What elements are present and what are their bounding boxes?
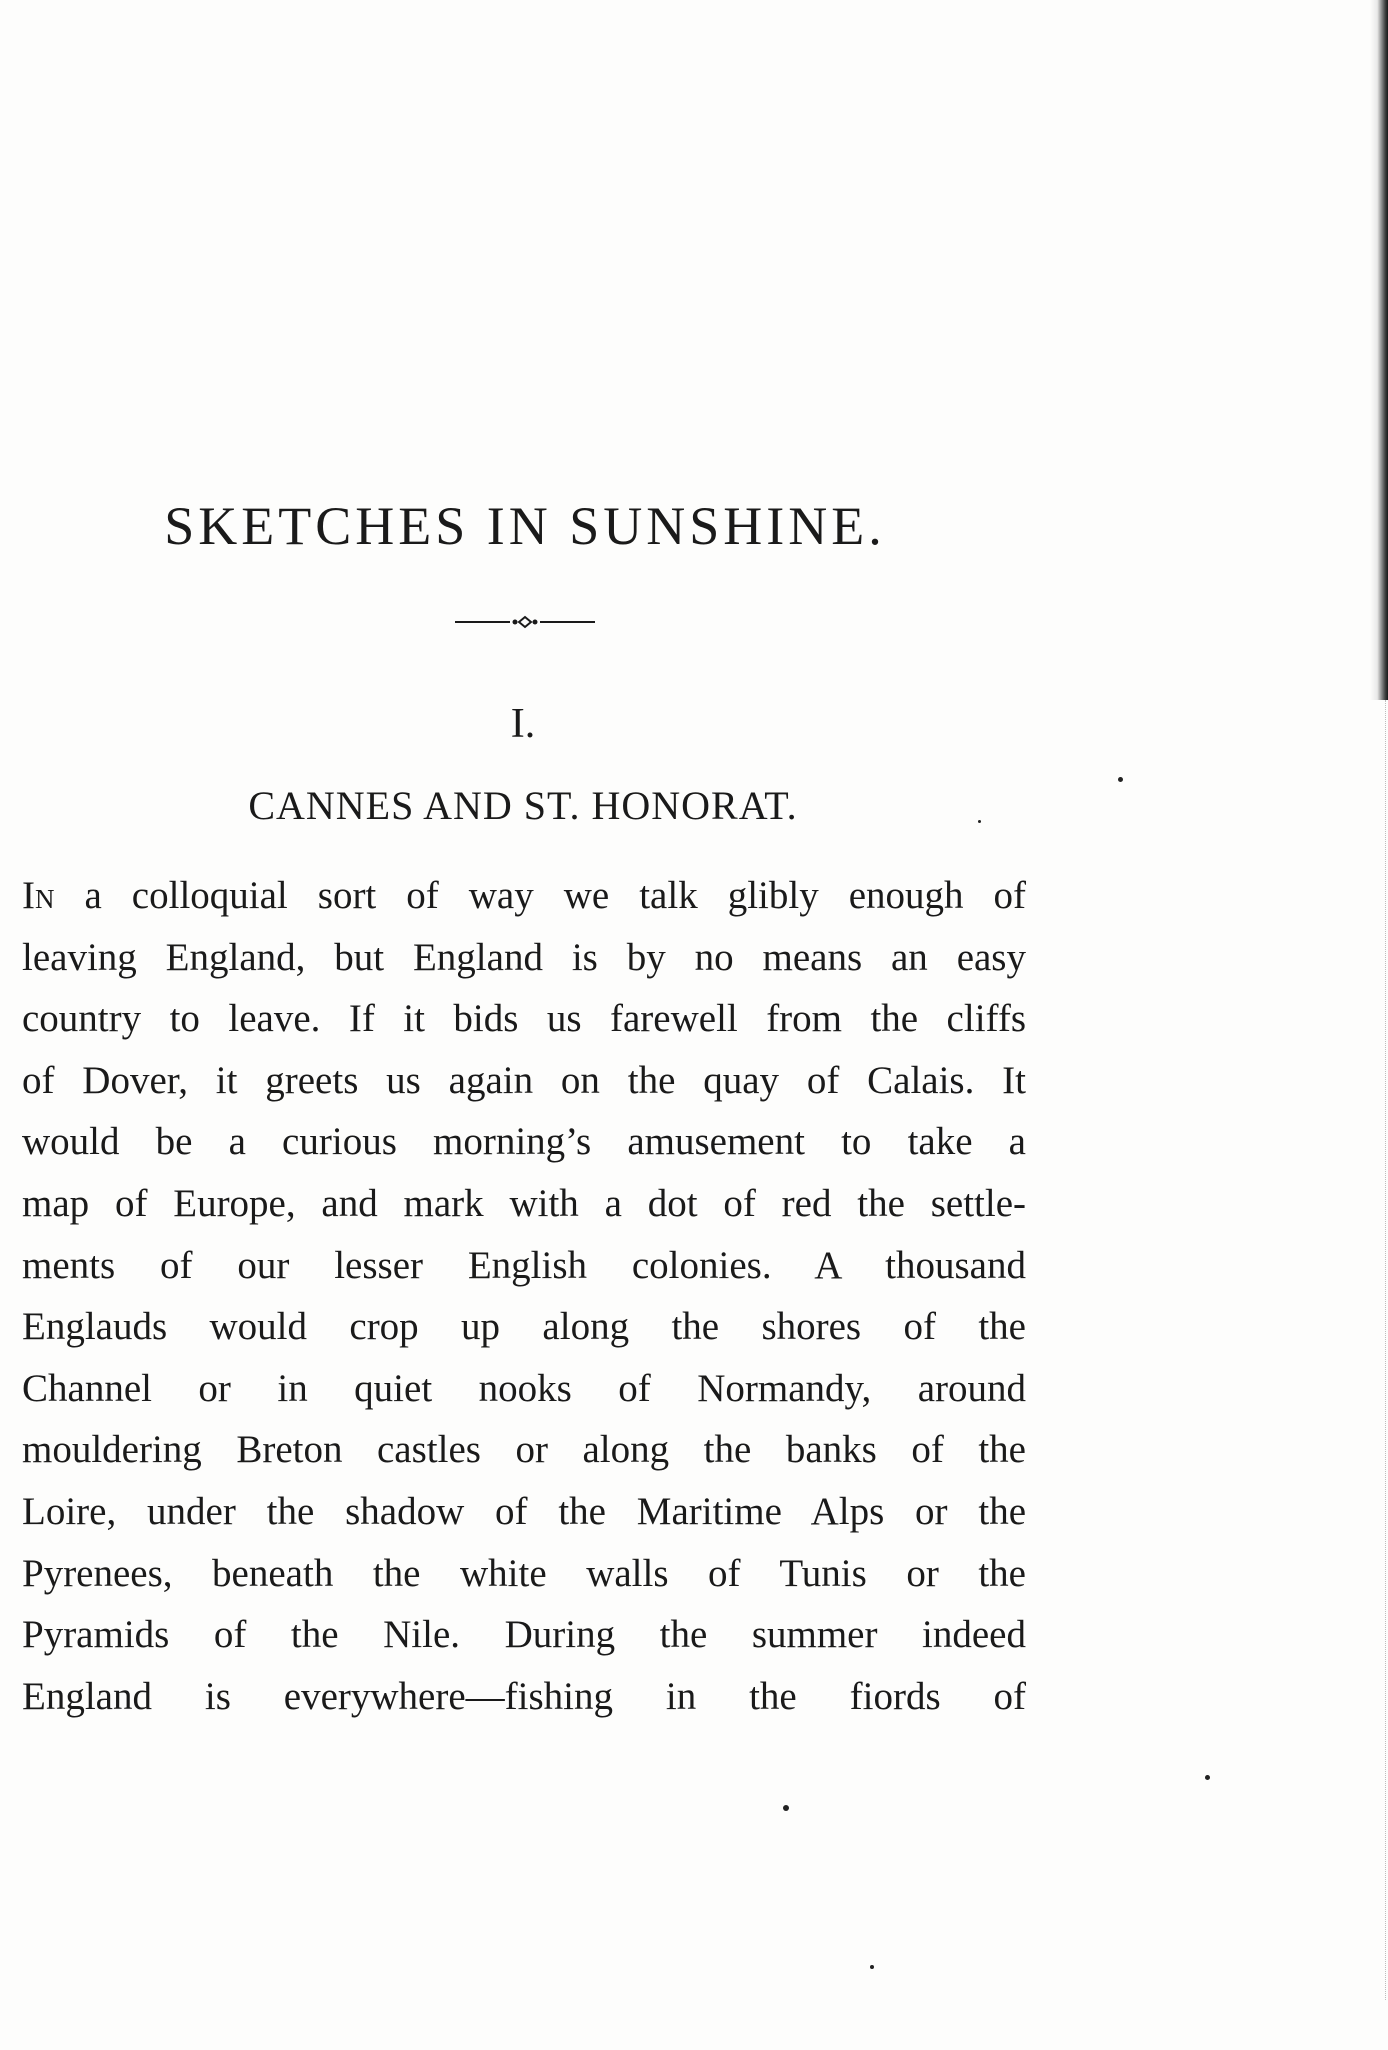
body-text [22, 865, 1026, 1727]
chapter-title: CANNES AND ST. HONORAT. [248, 783, 798, 828]
body-line-11: Loire, under the shadow of the Maritime Alps or the [22, 1489, 1026, 1533]
body-line-1-text: a colloquial sort of way we talk glibly enough of [54, 874, 1026, 917]
print-speck [870, 1965, 874, 1969]
body-line-5: would be a curious morning’s amusement to take a [22, 1120, 1026, 1164]
body-line-13: Pyramids of the Nile. During the summer indeed [22, 1613, 1026, 1657]
body-line-2: leaving England, but England is by no means an easy [22, 935, 1026, 979]
page-edge-shadow [1370, 0, 1388, 700]
print-speck [783, 1805, 789, 1811]
body-line-12: Pyrenees, beneath the white walls of Tunis or the [22, 1551, 1026, 1595]
body-line-6: map of Europe, and mark with a dot of red the settle- [22, 1181, 1026, 1225]
first-word-small-caps: In [22, 874, 55, 917]
body-line-7: ments of our lesser English colonies. A thousand [22, 1243, 1026, 1287]
print-speck [978, 820, 981, 823]
body-line-8: Englauds would crop up along the shores of the [22, 1305, 1026, 1349]
body-line-9: Channel or in quiet nooks of Normandy, around [22, 1366, 1026, 1410]
title-ornament [455, 614, 595, 630]
print-speck [1205, 1775, 1210, 1780]
print-speck [1118, 777, 1123, 782]
body-line-14: England is everywhere—fishing in the fiords of [22, 1674, 1026, 1718]
chapter-number: I. [510, 701, 536, 747]
body-line-10: mouldering Breton castles or along the banks of the [22, 1428, 1026, 1472]
book-title: SKETCHES IN SUNSHINE. [164, 496, 886, 556]
page-edge-dots [1379, 700, 1386, 2000]
body-line-3: country to leave. If it bids us farewell from the cliffs [22, 997, 1026, 1041]
body-line-1 [22, 865, 1026, 927]
body-line-4: of Dover, it greets us again on the quay of Calais. It [22, 1058, 1026, 1102]
